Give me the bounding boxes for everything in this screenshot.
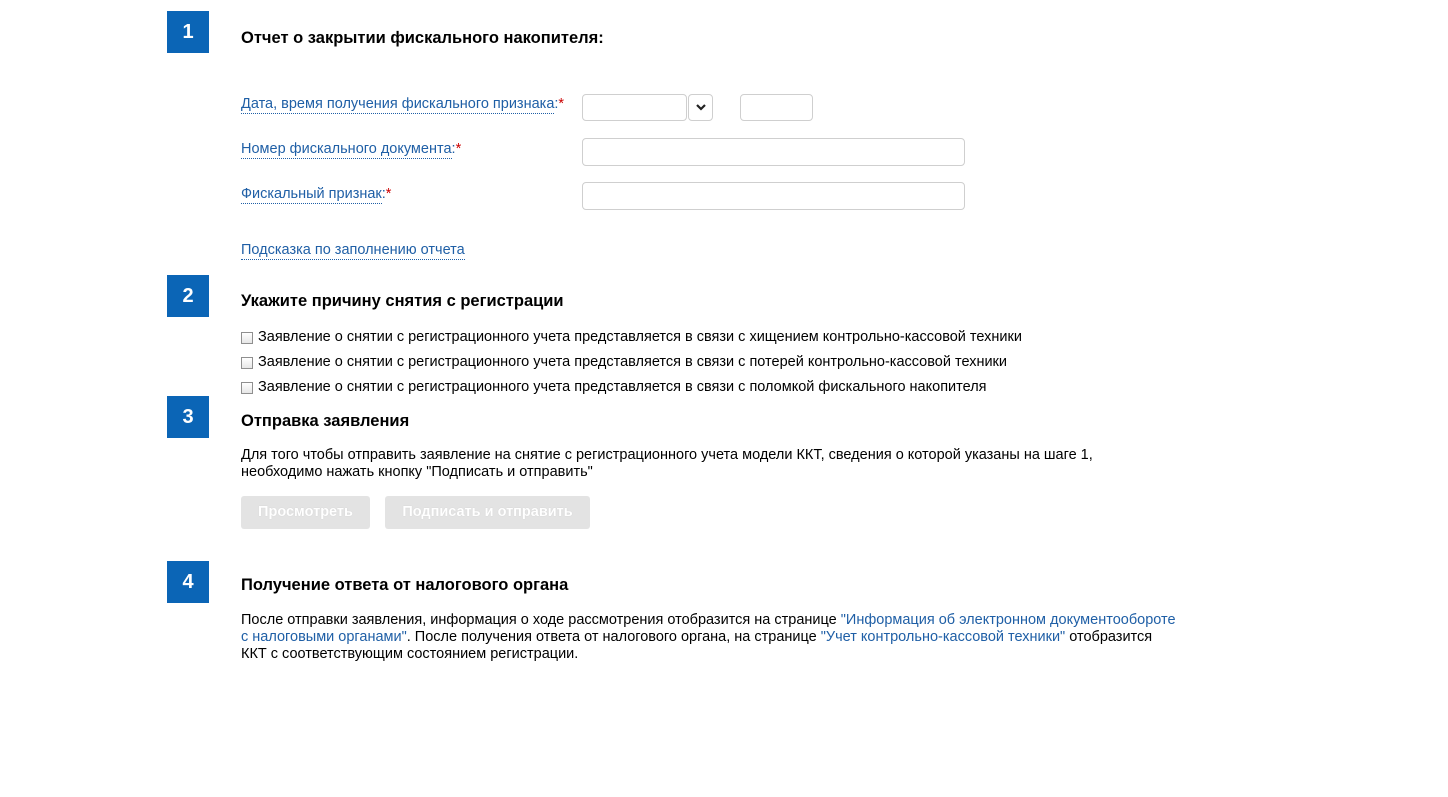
label-colon: : bbox=[451, 141, 456, 157]
fiscal-sign-input[interactable] bbox=[582, 182, 965, 210]
label-colon: : bbox=[554, 96, 559, 112]
reason-checkbox[interactable] bbox=[241, 382, 253, 394]
reason-option-loss[interactable] bbox=[241, 354, 1007, 370]
datetime-date-input[interactable] bbox=[582, 94, 687, 121]
date-dropdown-button[interactable] bbox=[688, 94, 713, 121]
chevron-down-icon bbox=[696, 104, 706, 111]
response-description bbox=[241, 612, 1176, 663]
reason-option-theft[interactable] bbox=[241, 329, 1022, 345]
required-mark: * bbox=[385, 186, 392, 202]
reason-label: Заявление о снятии с регистрационного учета представляется в связи с потерей контрольно-кассовой техники bbox=[258, 354, 1007, 370]
response-text: . После получения ответа от налогового органа, на странице bbox=[406, 629, 821, 645]
preview-button[interactable]: Просмотреть bbox=[241, 496, 370, 529]
send-description: Для того чтобы отправить заявление на снятие с регистрационного учета модели ККТ, сведения о которой указаны на шаге 1, необходимо нажать кнопку "Подписать и отправить" bbox=[241, 447, 1093, 480]
reason-checkbox[interactable] bbox=[241, 357, 253, 369]
sign-and-send-button[interactable]: Подписать и отправить bbox=[385, 496, 590, 529]
label-colon: : bbox=[381, 186, 386, 202]
required-mark: * bbox=[455, 141, 462, 157]
required-mark: * bbox=[558, 96, 565, 112]
reason-label: Заявление о снятии с регистрационного учета представляется в связи с хищением контрольно-кассовой техники bbox=[258, 329, 1022, 345]
reason-option-breakdown[interactable] bbox=[241, 379, 987, 395]
doc-number-input[interactable] bbox=[582, 138, 965, 166]
step-2-title: Укажите причину снятия с регистрации bbox=[241, 292, 564, 310]
step-3-title: Отправка заявления bbox=[241, 412, 410, 430]
step-2-badge: 2 bbox=[167, 275, 209, 317]
fiscal-sign-help-link[interactable]: Фискальный признак bbox=[241, 186, 382, 202]
step-1-badge: 1 bbox=[167, 11, 209, 53]
datetime-time-input[interactable] bbox=[740, 94, 813, 121]
datetime-field-label bbox=[241, 96, 564, 112]
kkt-accounting-link[interactable]: "Учет контрольно-кассовой техники" bbox=[820, 629, 1066, 645]
step-1-title: Отчет о закрытии фискального накопителя: bbox=[241, 29, 604, 47]
fill-hint-link[interactable]: Подсказка по заполнению отчета bbox=[241, 242, 465, 258]
doc-number-help-link[interactable]: Номер фискального документа bbox=[241, 141, 452, 157]
reason-checkbox[interactable] bbox=[241, 332, 253, 344]
fiscal-sign-field-label bbox=[241, 186, 391, 202]
reason-label: Заявление о снятии с регистрационного учета представляется в связи с поломкой фискального накопителя bbox=[258, 379, 987, 395]
doc-number-field-label bbox=[241, 141, 461, 157]
step-3-badge: 3 bbox=[167, 396, 209, 438]
edo-info-link[interactable]: "Информация об электронном документообороте с налоговыми органами" bbox=[241, 612, 1176, 645]
step-4-title: Получение ответа от налогового органа bbox=[241, 576, 569, 594]
datetime-help-link[interactable]: Дата, время получения фискального признака bbox=[241, 96, 555, 112]
response-text: отобразится ККТ с соответствующим состоянием регистрации. bbox=[241, 629, 1153, 662]
response-text: После отправки заявления, информация о ходе рассмотрения отобразится на странице bbox=[241, 612, 841, 628]
step-4-badge: 4 bbox=[167, 561, 209, 603]
hint-row bbox=[241, 242, 465, 258]
